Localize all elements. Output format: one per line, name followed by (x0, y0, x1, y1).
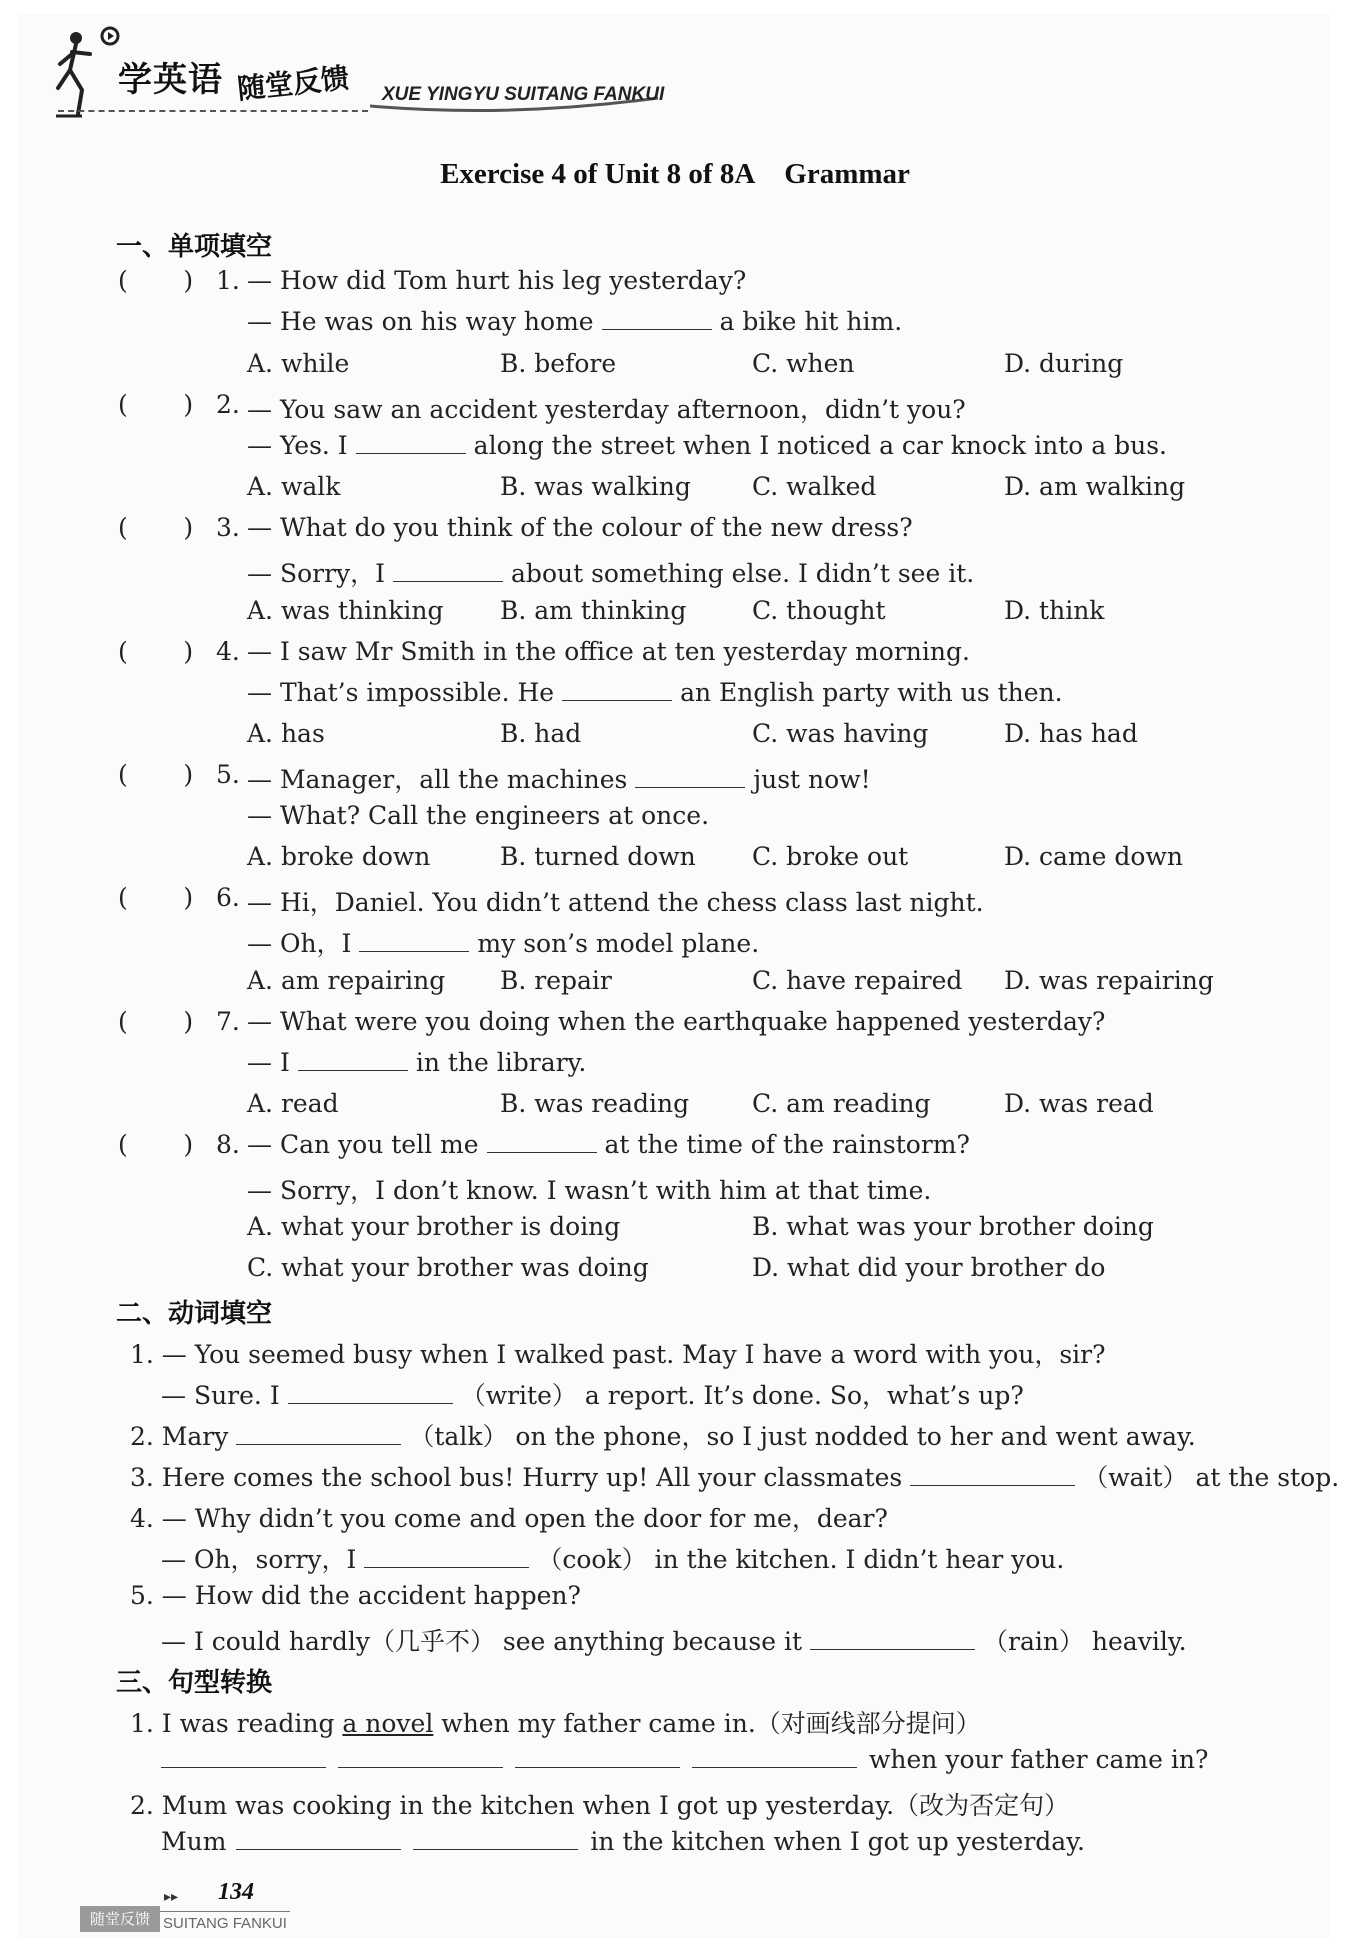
header-pinyin: XUE YINGYU SUITANG FANKUI (382, 84, 665, 105)
option-c[interactable]: C. am reading (752, 1089, 931, 1118)
answer-blank[interactable] (356, 431, 466, 454)
answer-blank[interactable] (810, 1627, 975, 1650)
answer-blank[interactable] (364, 1545, 529, 1568)
answer-blank[interactable] (910, 1463, 1075, 1486)
verb-question-4-reply: — Oh，sorry，I （cook） in the kitchen. I didn’t hear you. (161, 1545, 1065, 1574)
question-reply: — He was on his way home a bike hit him. (247, 307, 903, 336)
verb-question-2: 2. Mary （talk） on the phone，so I just nodded to her and went away. (130, 1422, 1196, 1451)
header-title: 学英语 (118, 60, 223, 100)
option-b[interactable]: B. turned down (500, 842, 696, 871)
option-d[interactable]: D. was read (1004, 1089, 1154, 1118)
question-reply: — That’s impossible. He an English party with us then. (247, 678, 1063, 707)
question-number: 5. (216, 760, 240, 789)
answer-blank[interactable] (236, 1422, 401, 1445)
option-b[interactable]: B. had (500, 719, 582, 748)
option-b[interactable]: B. repair (500, 966, 612, 995)
question-reply: — Sorry，I about something else. I didn’t see it. (247, 559, 975, 588)
verb-question-5-reply: — I could hardly（几乎不） see anything because it （rain） heavily. (161, 1627, 1187, 1656)
verb-question-5: 5. — How did the accident happen? (130, 1581, 581, 1610)
answer-paren[interactable]: ( ) (118, 266, 194, 295)
option-d[interactable]: D. during (1004, 349, 1124, 378)
option-a[interactable]: A. read (247, 1089, 339, 1118)
answer-blank[interactable] (562, 678, 672, 701)
answer-paren[interactable]: ( ) (118, 637, 194, 666)
option-a[interactable]: A. am repairing (247, 966, 446, 995)
answer-blank[interactable] (359, 929, 469, 952)
option-a[interactable]: A. broke down (247, 842, 431, 871)
option-c[interactable]: C. broke out (752, 842, 909, 871)
option-b[interactable]: B. was walking (500, 472, 691, 501)
question-reply: — Sorry，I don’t know. I wasn’t with him at that time. (247, 1176, 932, 1205)
option-a[interactable]: A. while (247, 349, 350, 378)
answer-blank[interactable] (236, 1827, 401, 1850)
question-number: 8. (216, 1130, 240, 1159)
underlined-phrase: a novel (342, 1709, 434, 1738)
question-prompt: — Manager，all the machines just now! (247, 765, 871, 794)
option-a[interactable]: A. what your brother is doing (247, 1212, 621, 1241)
question-reply: — Yes. I along the street when I noticed a car knock into a bus. (247, 431, 1168, 460)
answer-blank[interactable] (161, 1745, 326, 1768)
answer-blank[interactable] (635, 765, 745, 788)
footer-divider (160, 1911, 290, 1912)
option-c[interactable]: C. was having (752, 719, 929, 748)
transform-question-2-answer: Mum in the kitchen when I got up yesterday. (161, 1827, 1085, 1856)
section3-heading: 三、句型转换 (116, 1668, 273, 1698)
answer-paren[interactable]: ( ) (118, 513, 194, 542)
answer-paren[interactable]: ( ) (118, 760, 194, 789)
verb-question-4: 4. — Why didn’t you come and open the door for me，dear? (130, 1504, 888, 1533)
header-subtitle: 随堂反馈 (235, 61, 351, 106)
option-a[interactable]: A. was thinking (247, 596, 444, 625)
question-number: 1. (216, 266, 240, 295)
page-number: 134 (218, 1879, 254, 1905)
answer-blank[interactable] (487, 1130, 597, 1153)
answer-blank[interactable] (692, 1745, 857, 1768)
question-reply: — Oh，I my son’s model plane. (247, 929, 760, 958)
option-b[interactable]: B. am thinking (500, 596, 687, 625)
question-prompt: — I saw Mr Smith in the office at ten yesterday morning. (247, 637, 970, 666)
option-c[interactable]: C. walked (752, 472, 877, 501)
verb-question-3: 3. Here comes the school bus! Hurry up! All your classmates （wait） at the stop. (130, 1463, 1340, 1492)
option-a[interactable]: A. walk (247, 472, 341, 501)
answer-blank[interactable] (515, 1745, 680, 1768)
option-b[interactable]: B. was reading (500, 1089, 690, 1118)
question-prompt: — What were you doing when the earthquake happened yesterday? (247, 1007, 1106, 1036)
verb-question-1-reply: — Sure. I （write） a report. It’s done. So，what’s up? (161, 1381, 1024, 1410)
option-b[interactable]: B. what was your brother doing (752, 1212, 1154, 1241)
option-d[interactable]: D. am walking (1004, 472, 1186, 501)
transform-question-1-answer: when your father came in? (161, 1745, 1208, 1774)
section2-heading: 二、动词填空 (116, 1299, 273, 1329)
question-number: 4. (216, 637, 240, 666)
answer-blank[interactable] (298, 1048, 408, 1071)
option-d[interactable]: D. what did your brother do (752, 1253, 1106, 1282)
footer-badge: 随堂反馈 (80, 1906, 160, 1932)
option-c[interactable]: C. thought (752, 596, 886, 625)
transform-question-2: 2. Mum was cooking in the kitchen when I got up yesterday.（改为否定句） (130, 1791, 1070, 1820)
question-prompt: — What do you think of the colour of the new dress? (247, 513, 913, 542)
answer-paren[interactable]: ( ) (118, 883, 194, 912)
answer-paren[interactable]: ( ) (118, 1130, 194, 1159)
question-prompt: — Can you tell me at the time of the rainstorm? (247, 1130, 970, 1159)
question-prompt: — How did Tom hurt his leg yesterday? (247, 266, 747, 295)
answer-blank[interactable] (413, 1827, 578, 1850)
option-d[interactable]: D. has had (1004, 719, 1138, 748)
option-a[interactable]: A. has (247, 719, 325, 748)
answer-blank[interactable] (393, 559, 503, 582)
arrows-icon: ▸▸ (164, 1889, 179, 1905)
option-d[interactable]: D. was repairing (1004, 966, 1214, 995)
header-divider (58, 110, 368, 112)
question-number: 6. (216, 883, 240, 912)
option-b[interactable]: B. before (500, 349, 617, 378)
option-d[interactable]: D. came down (1004, 842, 1183, 871)
answer-blank[interactable] (338, 1745, 503, 1768)
option-d[interactable]: D. think (1004, 596, 1105, 625)
answer-paren[interactable]: ( ) (118, 390, 194, 419)
section1-heading: 一、单项填空 (116, 232, 273, 262)
option-c[interactable]: C. what your brother was doing (247, 1253, 649, 1282)
question-prompt: — Hi，Daniel. You didn’t attend the chess class last night. (247, 888, 984, 917)
question-number: 7. (216, 1007, 240, 1036)
question-reply: — What? Call the engineers at once. (247, 801, 710, 830)
option-c[interactable]: C. when (752, 349, 855, 378)
question-number: 2. (216, 390, 240, 419)
footer-label: SUITANG FANKUI (163, 1915, 287, 1932)
verb-question-1: 1. — You seemed busy when I walked past. May I have a word with you，sir? (130, 1340, 1106, 1369)
transform-question-1: 1. I was reading a novel when my father came in.（对画线部分提问） (130, 1709, 981, 1738)
question-prompt: — You saw an accident yesterday afternoon，didn’t you? (247, 395, 966, 424)
question-reply: — I in the library. (247, 1048, 587, 1077)
answer-blank[interactable] (602, 307, 712, 330)
answer-paren[interactable]: ( ) (118, 1007, 194, 1036)
answer-blank[interactable] (288, 1381, 453, 1404)
question-number: 3. (216, 513, 240, 542)
page-title: Exercise 4 of Unit 8 of 8A Grammar (440, 158, 910, 190)
option-c[interactable]: C. have repaired (752, 966, 963, 995)
